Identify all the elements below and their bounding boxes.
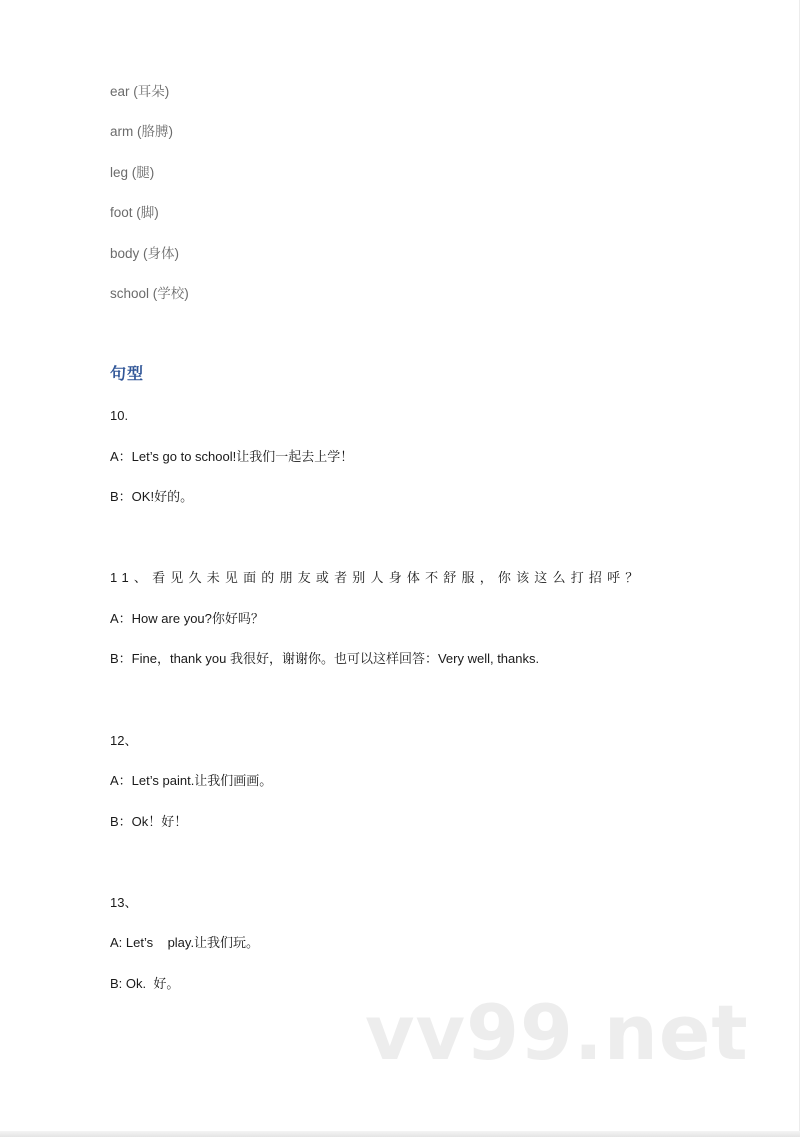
- item-13-line-b: B: Ok. 好。: [110, 976, 180, 991]
- vocab-item-body: body (身体): [110, 246, 180, 261]
- item-10-line-a: A：Let’s go to school!让我们一起去上学！: [110, 449, 354, 464]
- item-12-line-b: B：Ok！好！: [110, 814, 188, 829]
- item-10-line-b: B：OK!好的。: [110, 489, 194, 504]
- item-12-line-a: A：Let’s paint.让我们画画。: [110, 773, 273, 788]
- vocab-item-leg: leg (腿): [110, 165, 155, 180]
- vocab-item-school: school (学校): [110, 286, 189, 301]
- item-11-question: 11、看见久未见面的朋友或者别人身体不舒服，你该这么打招呼？: [110, 570, 644, 585]
- watermark-text: vv99.net: [365, 988, 749, 1077]
- item-11-line-a: A：How are you?你好吗？: [110, 611, 264, 626]
- vocab-item-ear: ear (耳朵): [110, 84, 170, 99]
- item-10-number: 10.: [110, 408, 129, 423]
- item-11-line-b: B：Fine，thank you 我很好，谢谢你。也可以这样回答：Very well, thanks.: [110, 651, 540, 666]
- vocab-item-foot: foot (脚): [110, 205, 159, 220]
- item-12-number: 12、: [110, 733, 138, 748]
- item-13-line-a: A: Let’s play.让我们玩。: [110, 935, 260, 950]
- vocab-item-arm: arm (胳膊): [110, 124, 173, 139]
- section-heading: 句型: [110, 366, 145, 383]
- page-bottom-edge: [0, 1131, 800, 1137]
- item-13-number: 13、: [110, 895, 138, 910]
